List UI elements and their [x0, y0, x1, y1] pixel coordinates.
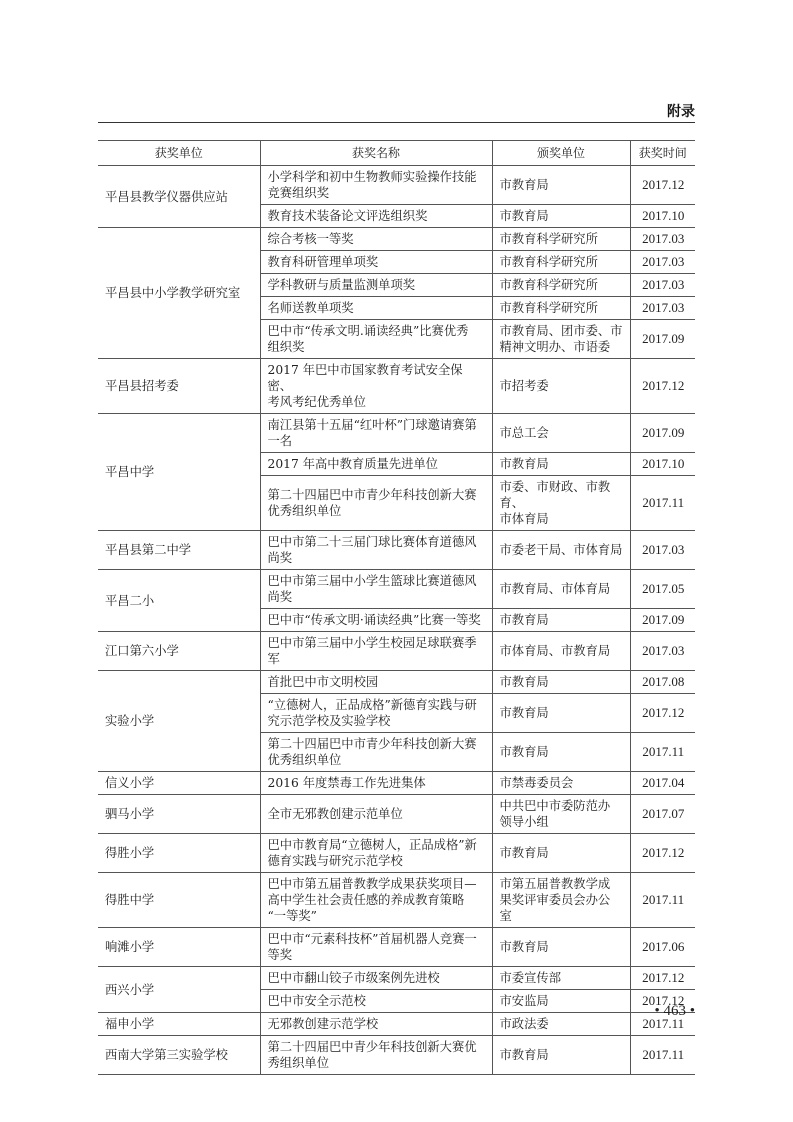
award-issuer: 市体育局、市教育局	[492, 632, 630, 671]
award-issuer: 市禁毒委员会	[492, 772, 630, 795]
table-row	[98, 795, 695, 834]
award-name: 学科教研与质量监测单项奖	[260, 274, 492, 297]
award-issuer: 中共巴中市委防范办 领导小组	[492, 795, 630, 834]
award-name: 第二十四届巴中市青少年科技创新大赛 优秀组织单位	[260, 733, 492, 772]
award-issuer: 市委宣传部	[492, 967, 630, 990]
header-unit: 获奖单位	[98, 141, 260, 166]
table-row	[98, 359, 695, 414]
award-unit: 西南大学第三实验学校	[98, 1036, 260, 1075]
table-row	[98, 967, 695, 990]
award-unit: 平昌县中小学教学研究室	[98, 228, 260, 359]
table-row	[98, 632, 695, 671]
award-issuer: 市招考委	[492, 359, 630, 414]
award-issuer: 市教育局	[492, 1036, 630, 1075]
award-time: 2017.08	[630, 671, 695, 694]
table-body	[98, 166, 695, 1075]
award-unit: 江口第六小学	[98, 632, 260, 671]
award-name: 综合考核一等奖	[260, 228, 492, 251]
award-unit: 平昌县第二中学	[98, 531, 260, 570]
table-header-row	[98, 141, 695, 166]
award-name: 巴中市第二十三届门球比赛体育道德风 尚奖	[260, 531, 492, 570]
table-row	[98, 772, 695, 795]
award-issuer: 市教育局	[492, 453, 630, 476]
award-time: 2017.09	[630, 609, 695, 632]
award-name: 名师送教单项奖	[260, 297, 492, 320]
award-name: 巴中市“元素科技杯”首届机器人竞赛一 等奖	[260, 928, 492, 967]
award-name: 第二十四届巴中青少年科技创新大赛优 秀组织单位	[260, 1036, 492, 1075]
award-issuer: 市教育科学研究所	[492, 274, 630, 297]
award-issuer: 市安监局	[492, 990, 630, 1013]
award-issuer: 市总工会	[492, 414, 630, 453]
header-award-name: 获奖名称	[260, 141, 492, 166]
award-name: 巴中市第三届中小学生篮球比赛道德风 尚奖	[260, 570, 492, 609]
award-issuer: 市教育局	[492, 834, 630, 873]
award-issuer: 市教育局	[492, 733, 630, 772]
award-unit: 平昌县招考委	[98, 359, 260, 414]
award-unit: 平昌中学	[98, 414, 260, 531]
award-unit: 信义小学	[98, 772, 260, 795]
award-issuer: 市教育科学研究所	[492, 297, 630, 320]
award-unit: 得胜小学	[98, 834, 260, 873]
award-time: 2017.09	[630, 320, 695, 359]
table-row	[98, 671, 695, 694]
award-time: 2017.03	[630, 274, 695, 297]
table-row	[98, 414, 695, 453]
award-name: 巴中市第五届普教教学成果获奖项目— 高中学生社会责任感的养成教育策略 “一等奖”	[260, 873, 492, 928]
award-time: 2017.10	[630, 205, 695, 228]
award-unit: 西兴小学	[98, 967, 260, 1013]
award-issuer: 市第五届普教教学成 果奖评审委员会办公 室	[492, 873, 630, 928]
award-issuer: 市教育局	[492, 166, 630, 205]
award-issuer: 市委老干局、市体育局	[492, 531, 630, 570]
running-head: 附录	[667, 104, 695, 120]
award-issuer: 市教育局	[492, 609, 630, 632]
award-time: 2017.03	[630, 228, 695, 251]
table-row	[98, 834, 695, 873]
award-time: 2017.11	[630, 476, 695, 531]
award-time: 2017.06	[630, 928, 695, 967]
table-row	[98, 1013, 695, 1036]
award-issuer: 市政法委	[492, 1013, 630, 1036]
award-unit: 驷马小学	[98, 795, 260, 834]
header-issuer: 颁奖单位	[492, 141, 630, 166]
award-issuer: 市教育科学研究所	[492, 228, 630, 251]
award-issuer: 市教育局、团市委、市 精神文明办、市语委	[492, 320, 630, 359]
award-time: 2017.12	[630, 834, 695, 873]
award-time: 2017.10	[630, 453, 695, 476]
award-time: 2017.11	[630, 1036, 695, 1075]
award-name: 巴中市第三届中小学生校园足球联赛季军	[260, 632, 492, 671]
table-row	[98, 1036, 695, 1075]
award-name: 教育技术装备论文评选组织奖	[260, 205, 492, 228]
award-time: 2017.03	[630, 251, 695, 274]
header-time: 获奖时间	[630, 141, 695, 166]
award-name: 教育科研管理单项奖	[260, 251, 492, 274]
page-number: • 463 •	[654, 1003, 695, 1019]
award-name: 第二十四届巴中市青少年科技创新大赛 优秀组织单位	[260, 476, 492, 531]
award-name: 2017 年巴中市国家教育考试安全保密、 考风考纪优秀单位	[260, 359, 492, 414]
table-row	[98, 228, 695, 251]
award-name: 首批巴中市文明校园	[260, 671, 492, 694]
table-row	[98, 928, 695, 967]
award-time: 2017.04	[630, 772, 695, 795]
award-time: 2017.03	[630, 531, 695, 570]
header-rule	[98, 122, 695, 123]
award-name: 小学科学和初中生物教师实验操作技能 竞赛组织奖	[260, 166, 492, 205]
award-name: 巴中市翻山铰子市级案例先进校	[260, 967, 492, 990]
table-row	[98, 166, 695, 205]
award-name: “立德树人，正品成格”新德育实践与研 究示范学校及实验学校	[260, 694, 492, 733]
award-time: 2017.12	[630, 359, 695, 414]
award-name: 巴中市教育局“立德树人，正品成格”新 德育实践与研究示范学校	[260, 834, 492, 873]
award-time: 2017.11	[630, 733, 695, 772]
award-name: 全市无邪教创建示范单位	[260, 795, 492, 834]
award-name: 2017 年高中教育质量先进单位	[260, 453, 492, 476]
award-name: 巴中市安全示范校	[260, 990, 492, 1013]
award-time: 2017.03	[630, 632, 695, 671]
award-time: 2017.03	[630, 297, 695, 320]
award-time: 2017.12	[630, 166, 695, 205]
table-row	[98, 570, 695, 609]
award-issuer: 市教育局	[492, 928, 630, 967]
award-name: 巴中市“传承文明·诵读经典”比赛一等奖	[260, 609, 492, 632]
award-name: 2016 年度禁毒工作先进集体	[260, 772, 492, 795]
award-issuer: 市教育局	[492, 671, 630, 694]
award-name: 南江县第十五届“红叶杯”门球邀请赛第 一名	[260, 414, 492, 453]
award-unit: 实验小学	[98, 671, 260, 772]
award-time: 2017.05	[630, 570, 695, 609]
award-time: 2017.12	[630, 967, 695, 990]
award-unit: 得胜中学	[98, 873, 260, 928]
award-time: 2017.11	[630, 873, 695, 928]
award-time: 2017.12	[630, 990, 695, 1013]
award-time: 2017.09	[630, 414, 695, 453]
award-name: 巴中市“传承文明.诵读经典”比赛优秀 组织奖	[260, 320, 492, 359]
award-time: 2017.11	[630, 1013, 695, 1036]
award-issuer: 市教育局、市体育局	[492, 570, 630, 609]
award-issuer: 市教育局	[492, 694, 630, 733]
award-time: 2017.07	[630, 795, 695, 834]
award-time: 2017.12	[630, 694, 695, 733]
award-name: 无邪教创建示范学校	[260, 1013, 492, 1036]
award-unit: 平昌县教学仪器供应站	[98, 166, 260, 228]
award-issuer: 市委、市财政、市教育、 市体育局	[492, 476, 630, 531]
award-issuer: 市教育局	[492, 205, 630, 228]
award-issuer: 市教育科学研究所	[492, 251, 630, 274]
awards-table	[98, 140, 695, 1075]
award-unit: 福申小学	[98, 1013, 260, 1036]
table-row	[98, 873, 695, 928]
award-unit: 响滩小学	[98, 928, 260, 967]
table-row	[98, 531, 695, 570]
award-unit: 平昌二小	[98, 570, 260, 632]
